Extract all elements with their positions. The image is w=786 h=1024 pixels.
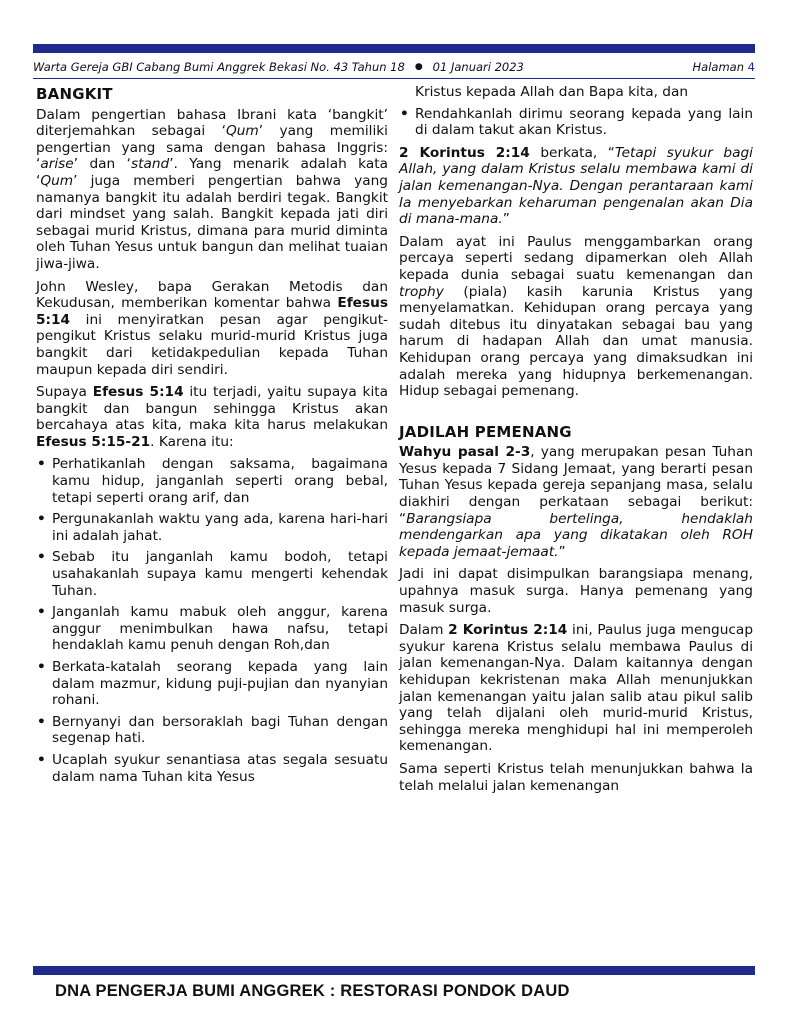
paragraph	[399, 444, 753, 560]
page-number: 4	[747, 60, 755, 74]
section-heading-jadilah-pemenang: JADILAH PEMENANG	[399, 422, 572, 441]
list-item: • Rendahkanlah dirimu seorang kepada yang lain di dalam takut akan Kristus.	[399, 106, 753, 139]
scripture-reference: Efesus 5:14	[92, 384, 184, 401]
scripture-reference: Efesus 5:14	[36, 295, 388, 328]
list-item: • Ucaplah syukur senantiasa atas segala sesuatu dalam nama Tuhan kita Yesus	[36, 752, 388, 785]
text: (piala) kasih karunia Kristus yang menyelamatkan. Kehidupan orang percaya yang sudah ditebus itu dinyatakan sebagai bau yang harum di hadapan Allah dan umat manusia. Kehidupan orang percaya yang dimaksudkan ini adalah mereka yang hidupnya berkemenangan. Hidup sebagai pemenang.	[399, 283, 753, 400]
text: ”	[558, 543, 566, 560]
bullet-list-continued	[399, 84, 753, 139]
list-item: • Sebab itu janganlah kamu bodoh, tetapi usahakanlah supaya kamu mengerti kehendak Tuhan.	[36, 549, 388, 599]
section-spacer	[399, 406, 753, 422]
italic-term: stand	[130, 156, 170, 173]
left-column	[36, 84, 388, 791]
text: Dalam pengertian bahasa Ibrani kata ‘bangkit’ diterjemahkan sebagai ‘	[36, 106, 388, 140]
text: John Wesley, bapa Gerakan Metodis dan Kekudusan, memberikan komentar bahwa	[36, 278, 388, 312]
paragraph	[36, 279, 388, 379]
text: Dalam ayat ini Paulus menggambarkan orang percaya seperti sedang dipamerkan oleh Allah kepada dunia sebagai suatu kemenangan dan	[399, 233, 753, 283]
text: itu terjadi, yaitu supaya kita bangkit dan bangun sehingga Kristus akan bercahaya atas kita, maka kita harus melakukan	[36, 384, 389, 434]
paragraph: Sama seperti Kristus telah menunjukkan bahwa Ia telah melalui jalan kemenangan	[399, 760, 753, 794]
italic-term: arise	[40, 156, 74, 173]
header-underline	[33, 78, 755, 79]
text: ’ juga memberi pengertian bahwa yang namanya bangkit itu adalah berdiri tegak. Bangkit dari mindset yang salah. Bangkit kepada jati diri sebagai murid Kristus, dimana para murid diminta oleh Tuhan Yesus untuk bangun dan melihat tuaian jiwa-jiwa.	[36, 172, 388, 272]
scripture-reference: Efesus 5:15-21	[36, 433, 151, 450]
page-label: Halaman	[692, 60, 745, 74]
paragraph	[399, 145, 753, 228]
footer-banner: DNA PENGERJA BUMI ANGGREK : RESTORASI PONDOK DAUD	[55, 982, 570, 1000]
text: . Karena itu:	[150, 433, 234, 450]
right-column	[399, 84, 753, 800]
list-item: • Berkata-katalah seorang kepada yang lain dalam mazmur, kidung puji-pujian dan nyanyian rohani.	[36, 659, 388, 709]
text: ”	[502, 211, 510, 228]
list-item: • Janganlah kamu mabuk oleh anggur, karena anggur menimbulkan hawa nafsu, tetapi hendaklah kamu penuh dengan Roh,dan	[36, 604, 388, 654]
text: ini menyiratkan pesan agar pengikut-pengikut Kristus selaku murid-murid Kristus juga bangkit dari ketidakpedulian kepada Tuhan maupun kepada diri sendiri.	[36, 311, 388, 378]
text: ’ yang memiliki pengertian yang sama dengan bahasa Inggris: ‘	[36, 123, 388, 173]
paragraph	[36, 384, 388, 450]
italic-term: Qum	[40, 172, 74, 189]
separator-dot: ●	[414, 62, 423, 72]
paragraph	[399, 234, 753, 400]
scripture-quote: Tetapi syukur bagi Allah, yang dalam Kristus selalu membawa kami di jalan kemenangan-Nya. Dengan perantaraan kami Ia menyebarkan keharuman pengenalan akan Dia di mana-mana.	[399, 144, 753, 228]
list-item: • Bernyanyi dan bersoraklah bagi Tuhan dengan segenap hati.	[36, 714, 388, 747]
bullet-list	[36, 456, 388, 785]
text: Supaya	[36, 384, 93, 401]
top-rule-bar	[33, 44, 755, 53]
section-heading-bangkit: BANGKIT	[36, 85, 113, 103]
paragraph	[36, 107, 388, 273]
text: ’ dan ‘	[73, 156, 131, 173]
text: berkata, “	[529, 144, 615, 161]
publication-title: Warta Gereja GBI Cabang Bumi Anggrek Bekasi No. 43 Tahun 18	[33, 60, 405, 74]
italic-term: trophy	[399, 283, 444, 300]
scripture-reference: Wahyu pasal 2-3	[399, 444, 531, 461]
bottom-rule-bar	[33, 966, 755, 975]
paragraph	[399, 622, 753, 755]
italic-term: Qum	[225, 123, 259, 140]
issue-date: 01 Januari 2023	[432, 60, 524, 74]
list-item-continued: Kristus kepada Allah dan Bapa kita, dan	[415, 84, 689, 100]
paragraph: Jadi ini dapat disimpulkan barangsiapa menang, upahnya masuk surga. Hanya pemenang yang masuk surga.	[399, 566, 753, 616]
list-item: • Perhatikanlah dengan saksama, bagaimana kamu hidup, janganlah seperti orang bebal, tetapi seperti orang arif, dan	[36, 456, 388, 506]
text: ini, Paulus juga mengucap syukur karena Kristus selalu membawa Paulus di jalan kemenangan-Nya. Dalam kaitannya dengan kehidupan kekristenan maka Allah menunjukkan jalan kemenangan yaitu jalan salib atau pikul salib yang telah dijalani oleh murid-murid Kristus, sehingga mereka menghidupi hal ini memperoleh kemenangan.	[399, 622, 754, 755]
scripture-reference: 2 Korintus 2:14	[448, 622, 568, 639]
list-item: • Pergunakanlah waktu yang ada, karena hari-hari ini adalah jahat.	[36, 511, 388, 544]
text: ’. Yang menarik adalah kata ‘	[36, 156, 388, 189]
text: , yang merupakan pesan Tuhan Yesus kepada 7 Sidang Jemaat, yang berarti pesan Tuhan Yesus kepada gereja sepanjang masa, selalu diakhiri dengan perkataan sebagai berikut: “	[399, 444, 754, 527]
scripture-quote: Barangsiapa bertelinga, hendaklah mendengarkan apa yang dikatakan oleh ROH kepada jemaat-jemaat.	[399, 510, 753, 560]
scripture-reference: 2 Korintus 2:14	[399, 144, 530, 161]
page-header	[33, 58, 755, 76]
page-indicator	[693, 60, 755, 74]
text: Dalam	[399, 622, 449, 639]
